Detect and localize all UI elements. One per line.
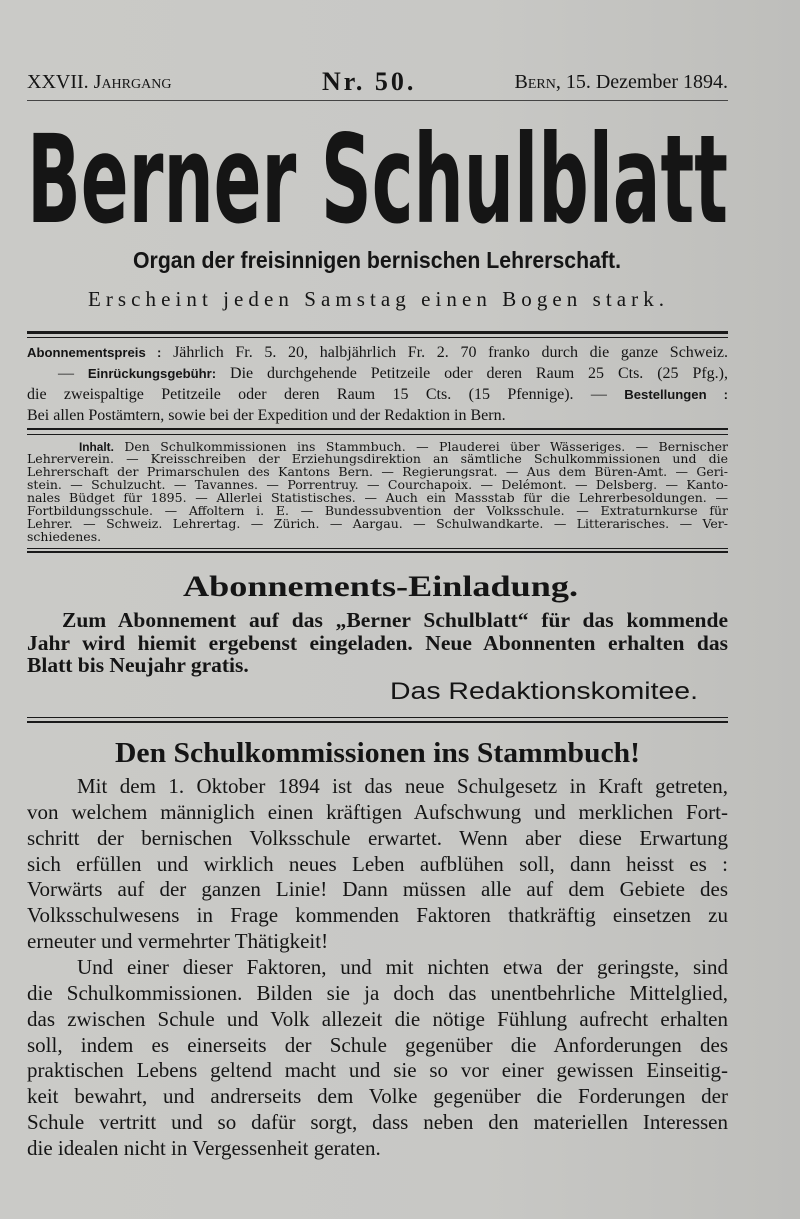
article-line: von welchem männiglich einen kräftigen Aufschwung und merklichen Fort- (27, 799, 728, 824)
volume (27, 70, 171, 94)
contents-line: Lehrerverein. — Kreisschreiben der Erziehungsdirektion an sämtliche Schulkommissionen und die (27, 451, 728, 467)
contents-text: Den Schulkommissionen ins Stammbuch. — Plauderei über Wässeriges. — Bernischer (124, 438, 728, 454)
article-line: praktischen Lebens geltend macht und sie so vor einer gewissen Einseitig- (27, 1058, 728, 1083)
issue-number: Nr. 50. (322, 67, 417, 96)
price-label: Abonnementspreis : (27, 345, 162, 360)
double-rule-thin (27, 717, 728, 718)
invitation-line: Zum Abonnement auf das „Berner Schulblatt“ für das kommende (62, 608, 728, 632)
orders-text: Bei allen Postämtern, sowie bei der Expedition und der Redaktion in Bern. (27, 407, 506, 424)
double-rule-thin (27, 337, 728, 338)
double-rule-thin (27, 548, 728, 549)
article-line: Volksschulwesens in Frage kommenden Faktoren thatkräftig einsetzen zu (27, 903, 728, 928)
newspaper-title: Berner Schulblatt (27, 109, 728, 251)
double-rule-thick (27, 331, 728, 334)
article-line: die idealen nicht in Vergessenheit geraten. (27, 1136, 381, 1161)
publication-frequency: Erscheint jeden Samstag einen Bogen stark. (88, 287, 665, 311)
article-heading-block (115, 736, 640, 770)
article-line: Vorwärts auf der ganzen Linie! Dann müssen alle auf dem Gebiete des (27, 877, 728, 902)
contents-line: Lehrerschaft der Primarschulen des Kantons Bern. — Regierungsrat. — Aus dem Büren-Amt. — Geri- (27, 464, 728, 480)
invitation-heading: Abonnements-Einladung. (183, 570, 578, 603)
article-line: sich erfüllen und wirklich neues Leben aufblühen soll, dann heisst es : (27, 851, 728, 876)
subscription-line (27, 405, 728, 426)
masthead-row (27, 67, 728, 96)
subtitle: Organ der freisinnigen bernischen Lehrerschaft. (133, 247, 621, 273)
price-text: Jährlich Fr. 5. 20, halbjährlich Fr. 2. 70 franko durch die ganze Schweiz. (173, 344, 728, 361)
place: Bern (514, 71, 556, 93)
article-line: Mit dem 1. Oktober 1894 ist das neue Schulgesetz in Kraft getreten, (77, 774, 728, 798)
article-body (27, 774, 728, 1162)
invitation-text (27, 609, 728, 677)
article-paragraph (27, 955, 728, 1162)
signature-block (390, 675, 700, 705)
invitation-line: Jahr wird hiemit ergebenst eingeladen. Neue Abonnenten erhalten das (27, 630, 728, 655)
masthead-rule (27, 100, 728, 101)
article-line: die Schulkommissionen. Bilden sie ja doch das unentbehrliche Mittelglied, (27, 980, 728, 1005)
invitation-line: Blatt bis Neujahr gratis. (27, 653, 249, 677)
volume-label: Jahrgang (93, 71, 172, 93)
contents-line: schiedenes. (27, 528, 102, 544)
article-line: das zwischen Schule und Volk allezeit die nötige Fühlung aufrecht erhalten (27, 1006, 728, 1031)
frequency-block (88, 284, 666, 312)
contents-line: nales Büdget für 1895. — Allerlei Statistisches. — Auch ein Massstab für die Lehrerbesoldungen. — (27, 490, 728, 506)
fee-text: Die durchgehende Petitzeile oder deren Raum 25 Cts. (25 Pfg.), (230, 365, 729, 382)
place-date (514, 70, 728, 94)
double-rule-thin (27, 434, 728, 435)
fee-label: Einrückungsgebühr: (87, 366, 217, 381)
contents-line: Lehrer. — Schweiz. Lehrertag. — Zürich. — Aargau. — Schulwandkarte. — Litterarisches. — Ver- (27, 515, 728, 531)
subscription-info (27, 342, 728, 426)
article-line: schritt der bernischen Volksschule erwartet. Wenn aber diese Erwartung (27, 825, 728, 850)
subscription-line (27, 384, 728, 405)
date: , 15. Dezember 1894. (555, 71, 728, 93)
contents-line: stein. — Schulzucht. — Tavannes. — Porrentruy. — Courchapoix. — Delémont. — Delsberg. — Kanto- (27, 477, 728, 493)
table-of-contents (27, 438, 728, 544)
article-line: soll, indem es einerseits der Schule gegenüber die Anforderungen des (27, 1032, 728, 1057)
double-rule-thick (27, 428, 728, 430)
volume-numeral: XXVII. (27, 71, 89, 93)
editorial-signature: Das Redaktionskomitee. (390, 678, 698, 705)
article-line: Und einer dieser Faktoren, und mit nichten etwa der geringste, sind (77, 955, 728, 980)
article-line: erneuter und vermehrter Thätigkeit! (27, 929, 329, 954)
double-rule-thick (27, 721, 728, 723)
article-heading: Den Schulkommissionen ins Stammbuch! (115, 738, 640, 769)
title-block (27, 109, 728, 251)
subscription-line (27, 342, 728, 363)
subscription-line (27, 363, 728, 384)
fee-dash: — (58, 365, 74, 382)
article-paragraph (27, 774, 728, 955)
article-line: keit bewahrt, und andrerseits dem Volke gegenüber die Forderungen der (27, 1084, 728, 1109)
fee-text: die zweispaltige Petitzeile oder deren Raum 15 Cts. (15 Pfennige). — (27, 386, 607, 403)
contents-line: Fortbildungsschule. — Affoltern i. E. — Bundessubvention der Volksschule. — Extraturnkurse für (27, 502, 728, 518)
subtitle-block (133, 244, 621, 278)
orders-label: Bestellungen : (624, 387, 728, 402)
contents-label: Inhalt. (79, 439, 114, 454)
article-line: Schule vertritt und so dafür sorgt, dass neben den materiellen Interessen (27, 1110, 728, 1135)
invitation-heading-block (183, 568, 578, 604)
double-rule-thick (27, 551, 728, 553)
